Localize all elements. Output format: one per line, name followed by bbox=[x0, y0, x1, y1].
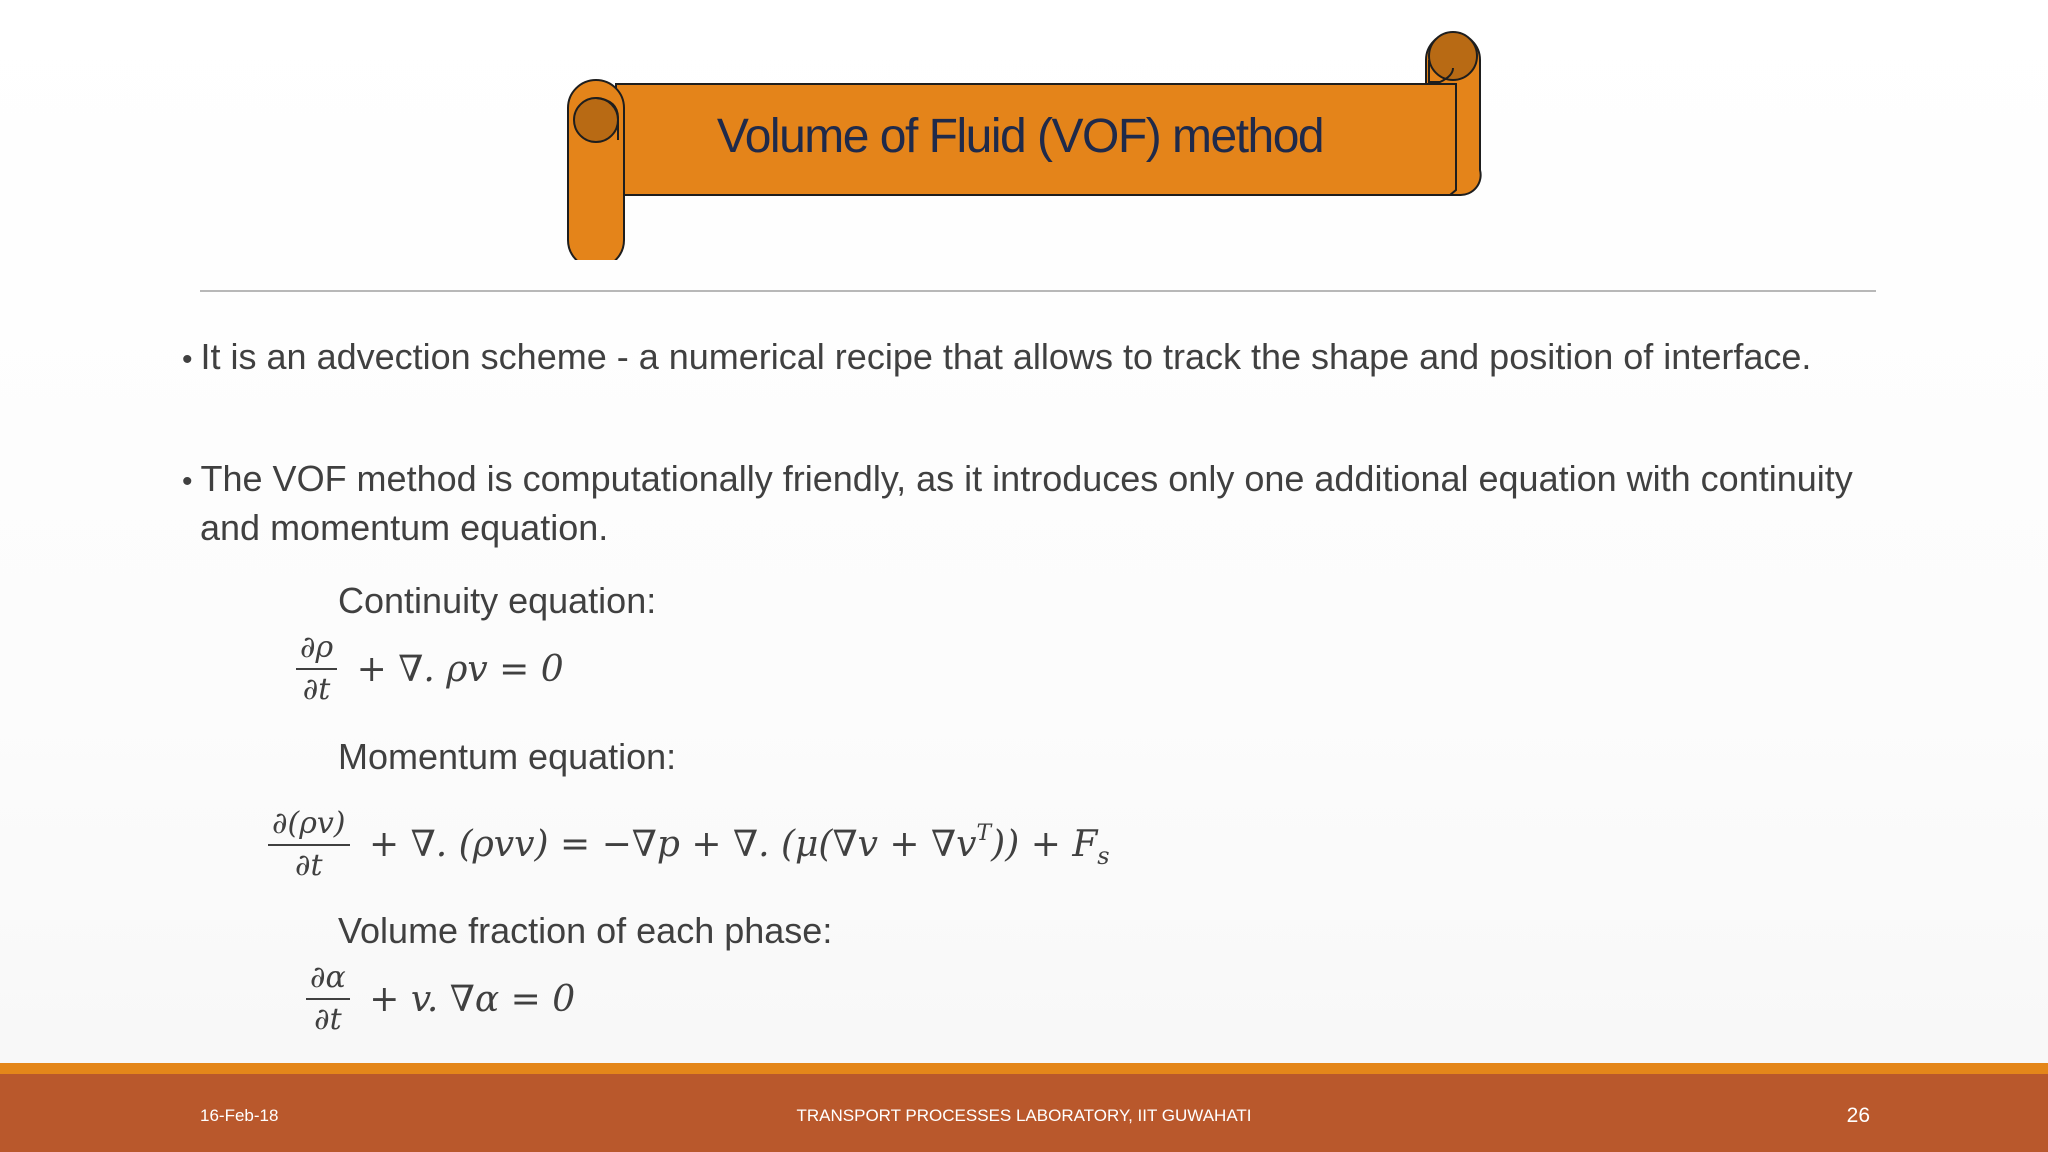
bullet-item bbox=[182, 456, 1882, 551]
fraction-denominator: ∂t bbox=[314, 1002, 342, 1037]
equation-body: + v. ∇α = 0 bbox=[357, 978, 576, 1020]
bullet-text: The VOF method is computationally friendly, as it introduces only one additional equation with continuity and momentum equation. bbox=[200, 458, 1853, 548]
bullet-dot-icon: • bbox=[182, 343, 193, 376]
equation-fraction bbox=[306, 960, 350, 1038]
surface-force-subscript: s bbox=[1097, 841, 1110, 870]
footer-accent-stripe bbox=[0, 1063, 2048, 1074]
continuity-equation bbox=[296, 630, 564, 708]
footer-date: 16-Feb-18 bbox=[200, 1106, 279, 1125]
volume-fraction-label: Volume fraction of each phase: bbox=[338, 910, 833, 951]
equation-fraction bbox=[268, 806, 350, 884]
equation-body-part-a: + ∇. (ρvv) = −∇p + ∇. (μ(∇v + ∇v bbox=[357, 823, 977, 865]
fraction-numerator: ∂α bbox=[306, 960, 350, 1000]
page-number: 26 bbox=[1846, 1104, 1870, 1127]
fraction-denominator: ∂t bbox=[302, 672, 331, 707]
fraction-numerator: ∂ρ bbox=[296, 630, 337, 670]
equation-fraction bbox=[296, 630, 337, 708]
title-divider bbox=[200, 290, 1876, 292]
footer-lab-name: TRANSPORT PROCESSES LABORATORY, IIT GUWAHATI bbox=[796, 1106, 1252, 1125]
momentum-label: Momentum equation: bbox=[338, 736, 677, 777]
equation-body: + ∇. ρv = 0 bbox=[345, 648, 564, 690]
fraction-numerator: ∂(ρv) bbox=[268, 806, 350, 846]
equation-body bbox=[358, 821, 1110, 870]
transpose-superscript: T bbox=[976, 820, 992, 846]
volume-fraction-equation bbox=[306, 960, 575, 1038]
equation-body-part-b: )) + F bbox=[991, 823, 1098, 865]
bullet-text: It is an advection scheme - a numerical recipe that allows to track the shape and position of interface. bbox=[200, 336, 1812, 377]
momentum-equation bbox=[268, 806, 1110, 884]
fraction-denominator: ∂t bbox=[294, 848, 323, 883]
bullet-dot-icon: • bbox=[182, 465, 193, 498]
bullet-item bbox=[182, 334, 1882, 383]
slide-title: Volume of Fluid (VOF) method bbox=[716, 110, 1324, 163]
continuity-label: Continuity equation: bbox=[338, 580, 657, 621]
